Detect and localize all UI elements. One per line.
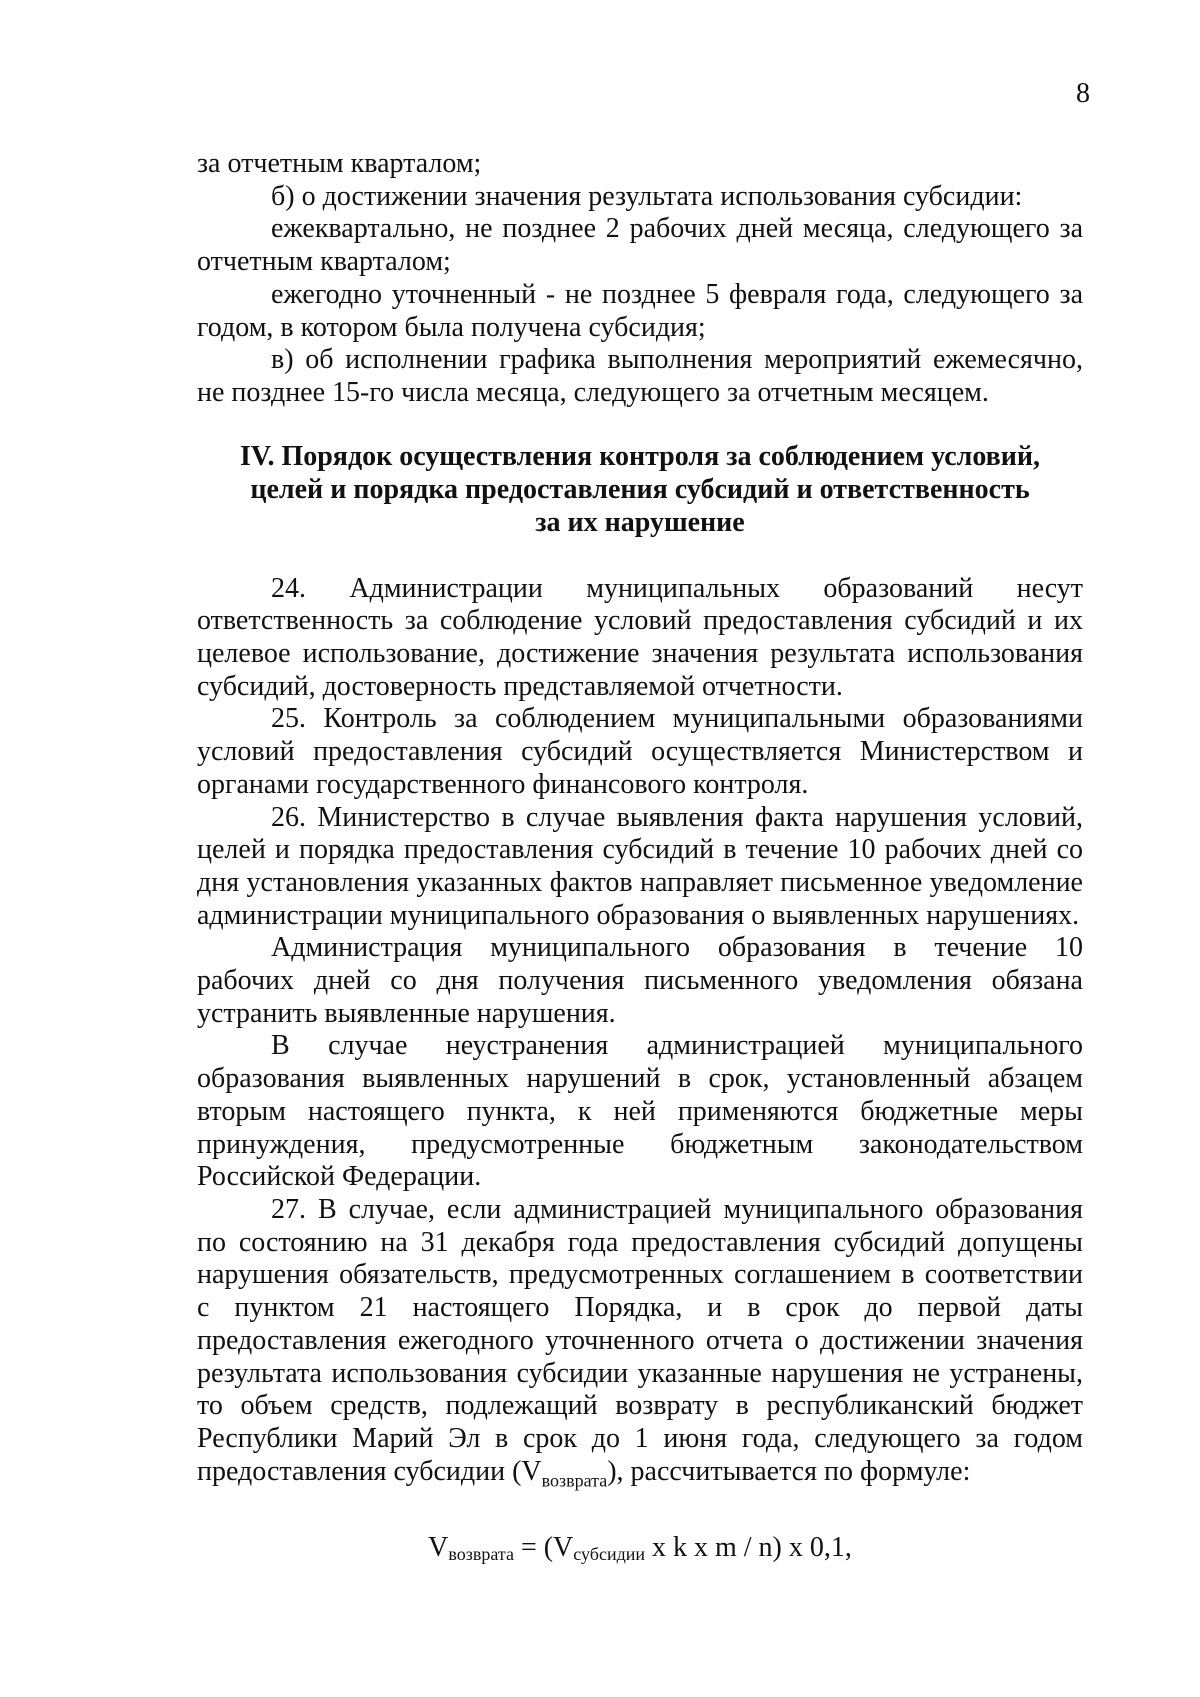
paragraph-text: в) об исполнении графика выполнения мероприятий ежемесячно, не позднее 15-го числа месяца, следующего за отчетным месяцем. xyxy=(197,344,1083,408)
formula-sub-subsidy: субсидии xyxy=(573,1543,645,1564)
paragraph-s2-5 xyxy=(197,1194,1083,1497)
paragraph-text: за отчетным кварталом; xyxy=(197,148,482,179)
page-number: 8 xyxy=(1076,78,1090,109)
section-reporting-terms xyxy=(197,148,1083,410)
paragraph-s1-4 xyxy=(197,344,1083,409)
paragraph-s1-1 xyxy=(197,181,1083,214)
heading-line-3: за их нарушение xyxy=(535,506,745,538)
paragraph-s2-4 xyxy=(197,1030,1083,1194)
paragraph-text: 27. В случае, если администрацией муниципального образования по состоянию на 31 декабря года предоставления субсидий допущены нарушения обязательств, предусмотренных соглашением в соответствии с пунктом 21 настоящего Порядка, и в срок до первой даты предоставления ежегодного уточненного отчета о достижении значения результата использования субсидии указанные нарушения не устранены, то объем средств, подлежащий возврату в республиканский бюджет Республики Марий Эл в срок до 1 июня года, следующего за годом предоставления субсидии (V xyxy=(197,1193,1083,1487)
paragraph-s2-1 xyxy=(197,703,1083,801)
paragraph-text: ежеквартально, не позднее 2 рабочих дней месяца, следующего за отчетным кварталом; xyxy=(197,213,1083,278)
paragraph-text: б) о достижении значения результата использования субсидии: xyxy=(271,180,1023,212)
paragraph-text: 25. Контроль за соблюдением муниципальными образованиями условий предоставления субсидий осуществляется Министерством и органами государственного финансового контроля. xyxy=(197,703,1083,800)
paragraph-text: 24. Администрации муниципальных образований несут ответственность за соблюдение условий предоставления субсидий и их целевое использование, достижение значения результата использования субсидий, достоверность представляемой отчетности. xyxy=(197,572,1083,702)
paragraph-tail: ), рассчитывается по формуле: xyxy=(607,1455,971,1487)
paragraph-text: В случае неустранения администрацией муниципального образования выявленных нарушений в срок, установленный абзацем вторым настоящего пункта, к ней применяются бюджетные меры принуждения, предусмотренные бюджетным законодательством Российской Федерации. xyxy=(197,1030,1083,1193)
paragraph-s2-0 xyxy=(197,573,1083,704)
paragraph-s2-3 xyxy=(197,932,1083,1030)
paragraph-s2-2 xyxy=(197,802,1083,933)
paragraph-text: 26. Министерство в случае выявления факта нарушения условий, целей и порядка предоставления субсидий в течение 10 рабочих дней со дня установления указанных фактов направляет письменное уведомление администрации муниципального образования о выявленных нарушениях. xyxy=(197,801,1083,931)
paragraph-s1-0 xyxy=(197,148,1083,181)
formula-sub-return: возврата xyxy=(448,1543,514,1564)
formula-rest: x k x m / n) x 0,1, xyxy=(645,1531,852,1563)
heading-line-2: целей и порядка предоставления субсидий и ответственность xyxy=(250,473,1030,505)
section-heading xyxy=(197,440,1083,539)
heading-line-1: IV. Порядок осуществления контроля за соблюдением условий, xyxy=(239,440,1041,472)
paragraph-text: Администрация муниципального образования в течение 10 рабочих дней со дня получения письменного уведомления обязана устранить выявленные нарушения. xyxy=(197,932,1083,1029)
formula-equals: = (V xyxy=(513,1531,574,1563)
paragraph-s1-3 xyxy=(197,279,1083,344)
formula xyxy=(197,1531,1083,1571)
paragraph-subscript: возврата xyxy=(541,1470,608,1491)
formula-v: V xyxy=(428,1531,449,1563)
document-body xyxy=(197,148,1083,1571)
paragraph-text: ежегодно уточненный - не позднее 5 февраля года, следующего за годом, в котором была получена субсидия; xyxy=(197,278,1083,343)
paragraph-s1-2 xyxy=(197,213,1083,278)
section-control-rules xyxy=(197,573,1083,1497)
